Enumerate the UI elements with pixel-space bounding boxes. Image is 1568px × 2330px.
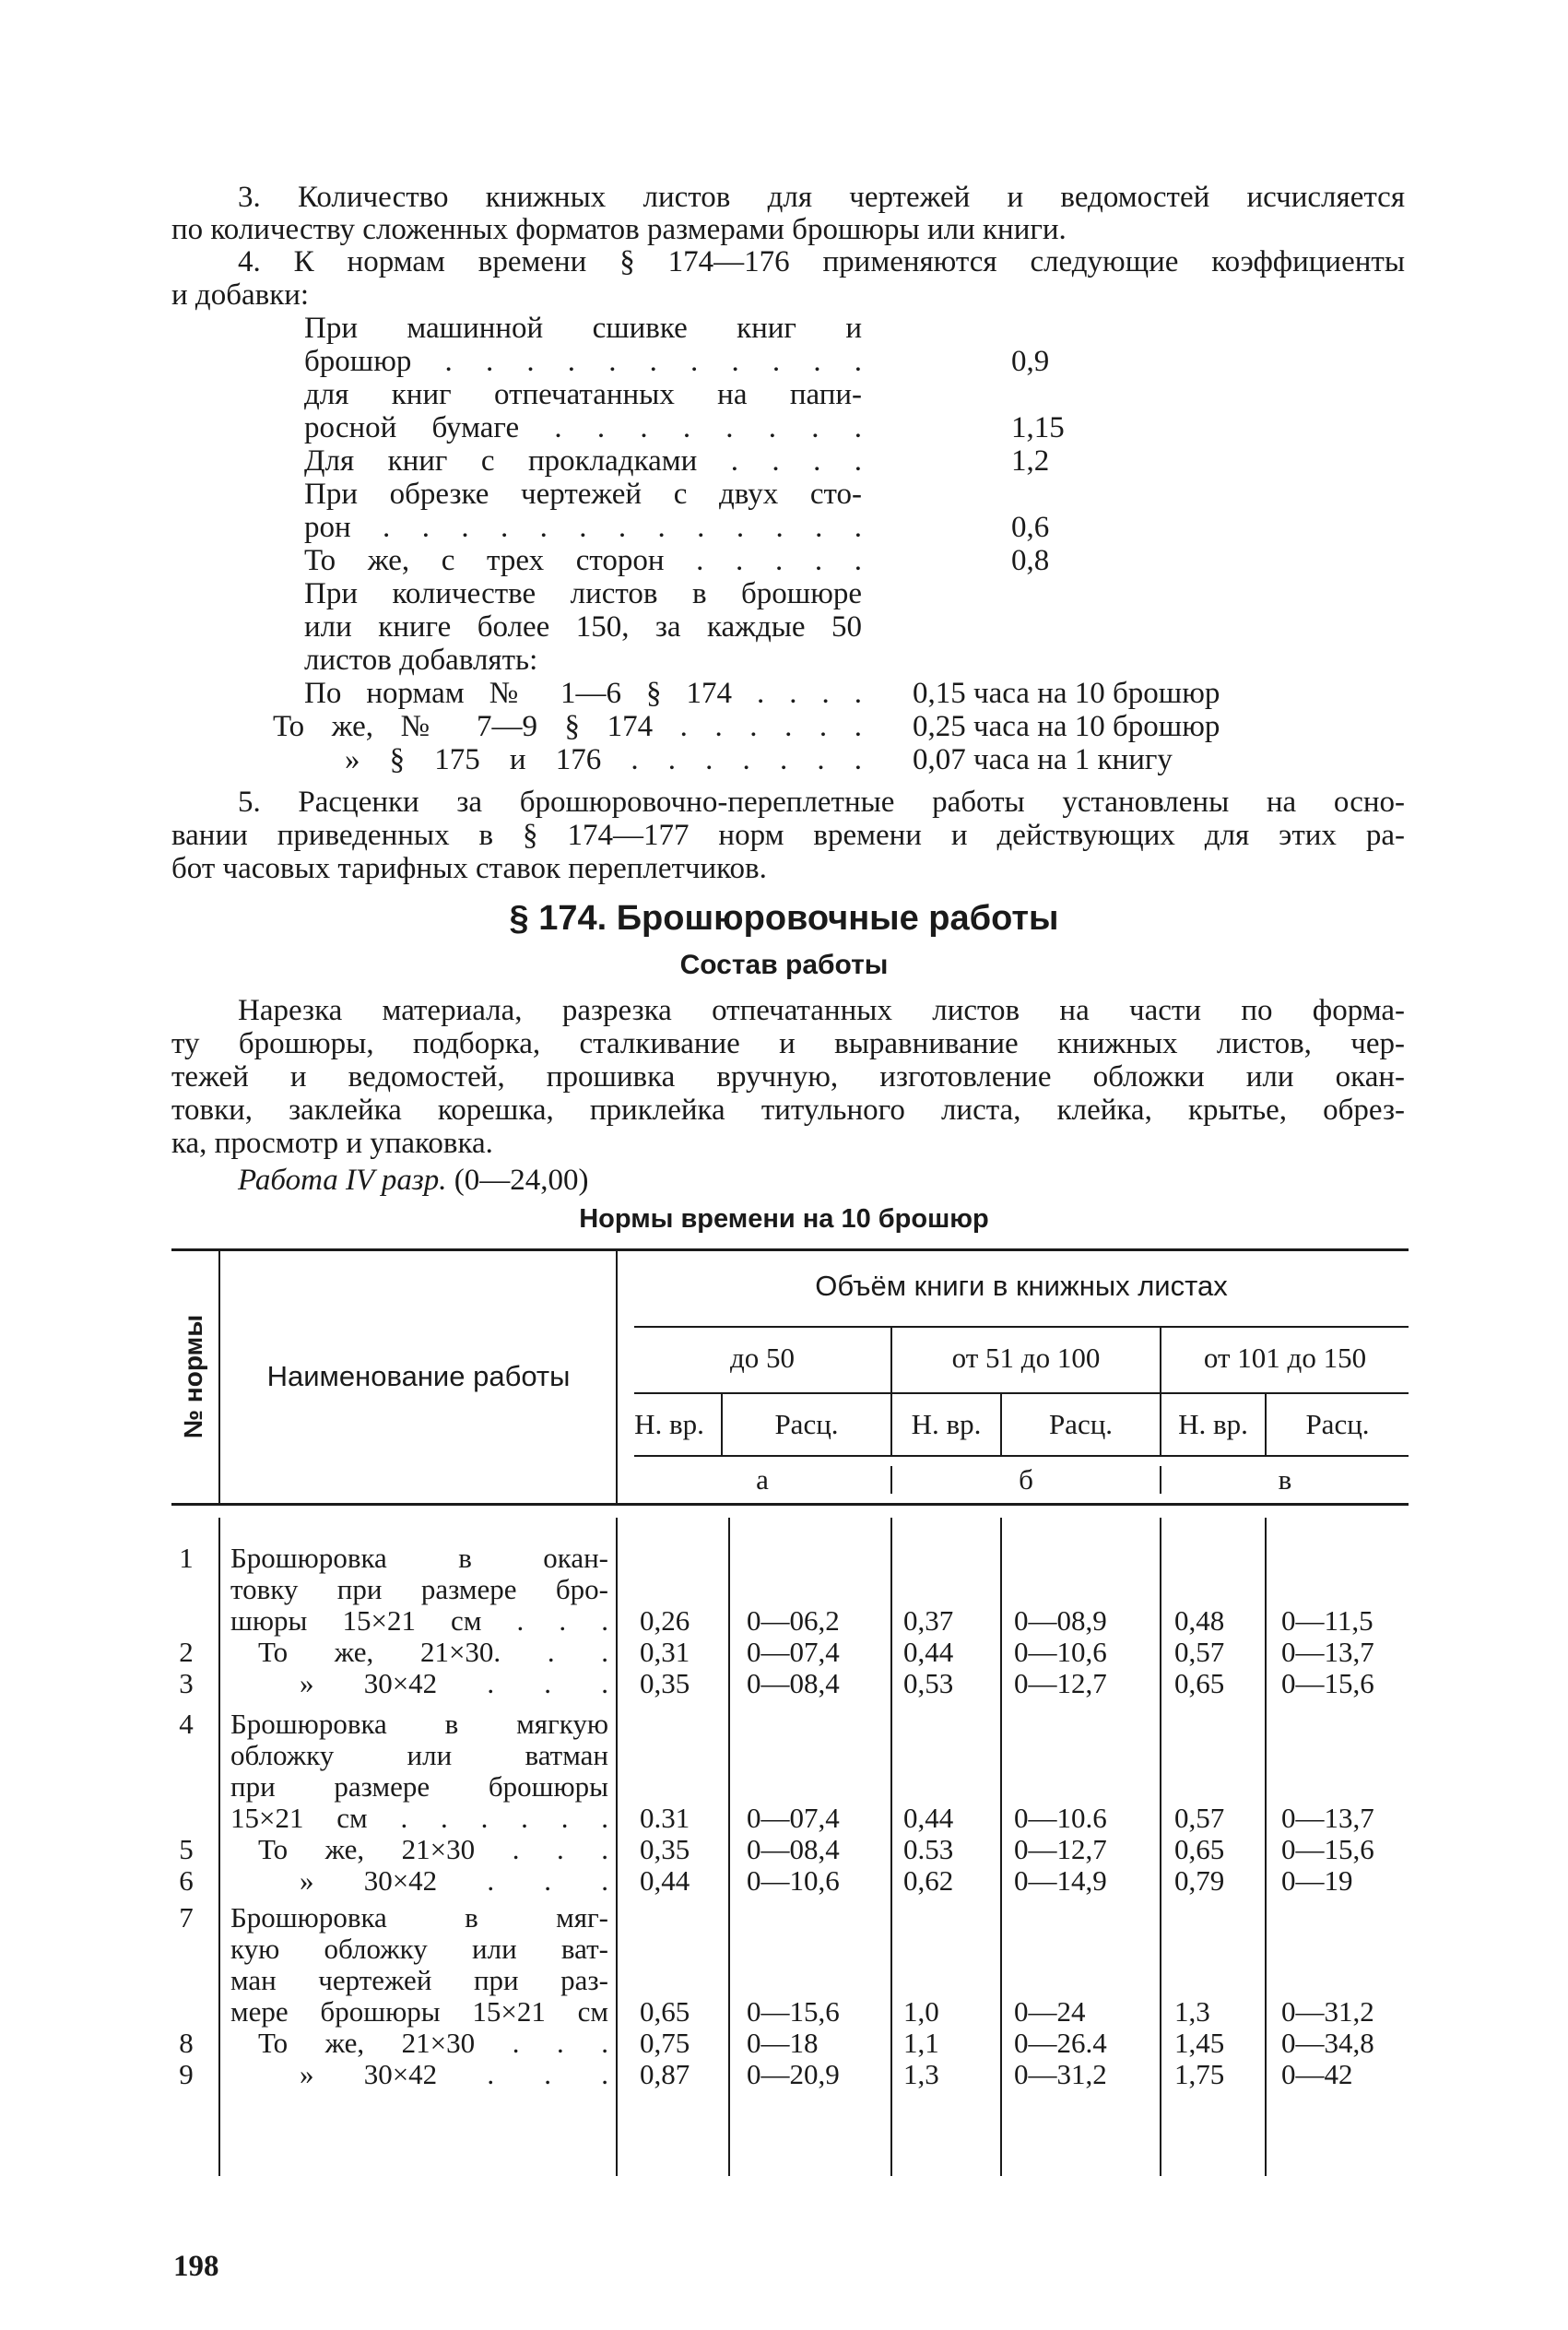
extra-1-label: По нормам № 1—6 § 174 . . . . — [304, 677, 862, 710]
extra-1-value: 0,15 часа на 10 брошюр — [913, 677, 1220, 710]
rasc-c: 0—13,7 — [1281, 1802, 1374, 1834]
body-line-5: ка, просмотр и упаковка. — [171, 1127, 493, 1160]
row-number: 6 — [179, 1864, 194, 1897]
rasc-b: 0—12,7 — [1014, 1667, 1107, 1699]
coef-2-value: 1,15 — [1011, 411, 1065, 444]
coef-1-value: 0,9 — [1011, 345, 1050, 378]
nv-a: 0.31 — [640, 1802, 690, 1834]
rasc-c: 0—11,5 — [1281, 1604, 1373, 1637]
nv-a: 0,31 — [640, 1636, 690, 1668]
note-3-line-1: 3. Количество книжных листов для чертежей и ведомостей исчисляется — [238, 181, 1405, 214]
nv-b: 0.53 — [903, 1833, 954, 1865]
header-range-1: до 50 — [729, 1342, 796, 1374]
body-line-3: тежей и ведомостей, прошивка вручную, изготовление обложки или окан- — [171, 1060, 1405, 1094]
rasc-c: 0—15,6 — [1281, 1833, 1374, 1865]
nv-a: 0,35 — [640, 1833, 690, 1865]
row-number: 2 — [179, 1636, 194, 1668]
coef-5-value: 0,8 — [1011, 544, 1050, 577]
note-3-line-2: по количеству сложенных форматов размерами брошюры или книги. — [171, 213, 1067, 246]
body-line-4: товки, заклейка корешка, приклейка титульного листа, клейка, крытье, обрез- — [171, 1094, 1405, 1127]
extra-3-value: 0,07 часа на 1 книгу — [913, 743, 1173, 776]
coef-2-line-1: для книг отпечатанных на папи- — [304, 378, 862, 411]
header-letter-b: б — [1019, 1463, 1033, 1496]
rasc-c: 0—31,2 — [1281, 1995, 1374, 2028]
header-nv-3: Н. вр. — [1178, 1408, 1248, 1440]
row-number: 9 — [179, 2058, 194, 2090]
rasc-a: 0—18 — [747, 2027, 819, 2059]
body-line-1: Нарезка материала, разрезка отпечатанных листов на части по форма- — [238, 994, 1405, 1027]
nv-b: 1,0 — [903, 1995, 939, 2028]
row-name: То же, 21×30 . . . — [258, 2027, 608, 2059]
nv-b: 0,62 — [903, 1864, 954, 1897]
header-letter-v: в — [1278, 1463, 1292, 1496]
work-rank-prefix: Работа IV разр. — [238, 1164, 447, 1197]
header-rasc-3: Расц. — [1305, 1408, 1370, 1440]
row-number: 4 — [179, 1708, 194, 1740]
row-name: Брошюровка в мяг- кую обложку или ват- ман чертежей при раз- мере брошюры 15×21 см — [230, 1901, 608, 2028]
rasc-a: 0—08,4 — [747, 1833, 840, 1865]
row-name: То же, 21×30 . . . — [258, 1833, 608, 1865]
nv-a: 0,75 — [640, 2027, 690, 2059]
nv-b: 0,37 — [903, 1604, 954, 1637]
header-volume-group: Объём книги в книжных листах — [815, 1270, 1228, 1302]
header-nv-1: Н. вр. — [634, 1408, 704, 1440]
row-number: 8 — [179, 2027, 194, 2059]
nv-b: 1,3 — [903, 2058, 939, 2090]
extras-intro-line-2: или книге более 150, за каждые 50 — [304, 610, 862, 644]
rasc-c: 0—13,7 — [1281, 1636, 1374, 1668]
nv-b: 0,44 — [903, 1636, 954, 1668]
coef-5-line-1: То же, с трех сторон . . . . . — [304, 544, 862, 577]
nv-c: 1,3 — [1174, 1995, 1210, 2028]
extra-3-label: » § 175 и 176 . . . . . . . — [345, 743, 862, 776]
rasc-b: 0—14,9 — [1014, 1864, 1107, 1897]
nv-a: 0,87 — [640, 2058, 690, 2090]
rasc-c: 0—42 — [1281, 2058, 1353, 2090]
rasc-b: 0—08,9 — [1014, 1604, 1107, 1637]
nv-c: 0,57 — [1174, 1802, 1225, 1834]
nv-c: 0,65 — [1174, 1833, 1225, 1865]
nv-c: 0,79 — [1174, 1864, 1225, 1897]
row-name: » 30×42 . . . — [300, 1667, 608, 1699]
rasc-b: 0—24 — [1014, 1995, 1086, 2028]
rasc-a: 0—06,2 — [747, 1604, 840, 1637]
row-name: » 30×42 . . . — [300, 1864, 608, 1897]
nv-b: 0,44 — [903, 1802, 954, 1834]
row-name: Брошюровка в окан- товку при размере бро- шюры 15×21 см . . . — [230, 1542, 608, 1637]
nv-c: 0,48 — [1174, 1604, 1225, 1637]
row-number: 1 — [179, 1542, 194, 1574]
nv-a: 0,65 — [640, 1995, 690, 2028]
rasc-b: 0—31,2 — [1014, 2058, 1107, 2090]
note-4-line-1: 4. К нормам времени § 174—176 применяются следующие коэффициенты — [238, 245, 1405, 278]
note-5-line-2: вании приведенных в § 174—177 норм времени и действующих для этих ра- — [171, 819, 1405, 852]
row-number: 3 — [179, 1667, 194, 1699]
coef-2-line-2: росной бумаге . . . . . . . . — [304, 411, 862, 444]
row-number: 5 — [179, 1833, 194, 1865]
section-title: § 174. Брошюровочные работы — [509, 899, 1059, 938]
rasc-b: 0—26.4 — [1014, 2027, 1107, 2059]
work-rank-code: (0—24,00) — [454, 1164, 589, 1197]
coef-1-line-2: брошюр . . . . . . . . . . . — [304, 345, 862, 378]
rasc-b: 0—10,6 — [1014, 1636, 1107, 1668]
rasc-a: 0—10,6 — [747, 1864, 840, 1897]
rasc-a: 0—08,4 — [747, 1667, 840, 1699]
header-rasc-1: Расц. — [774, 1408, 839, 1440]
nv-b: 0,53 — [903, 1667, 954, 1699]
header-rasc-2: Расц. — [1048, 1408, 1114, 1440]
rasc-a: 0—20,9 — [747, 2058, 840, 2090]
row-name: » 30×42 . . . — [300, 2058, 608, 2090]
rasc-c: 0—34,8 — [1281, 2027, 1374, 2059]
rasc-b: 0—10.6 — [1014, 1802, 1107, 1834]
row-name: Брошюровка в мягкую обложку или ватман при размере брошюры 15×21 см . . . . . . — [230, 1708, 608, 1834]
nv-c: 1,45 — [1174, 2027, 1225, 2059]
section-subtitle: Состав работы — [679, 950, 889, 980]
work-rank — [238, 1164, 588, 1197]
row-number: 7 — [179, 1901, 194, 1934]
coef-4-value: 0,6 — [1011, 511, 1050, 544]
header-work-name: Наименование работы — [266, 1360, 571, 1392]
nv-a: 0,26 — [640, 1604, 690, 1637]
header-norm-number: № нормы — [179, 1314, 207, 1439]
nv-a: 0,44 — [640, 1864, 690, 1897]
header-letter-a: а — [756, 1463, 769, 1496]
rasc-a: 0—15,6 — [747, 1995, 840, 2028]
extras-intro-line-1: При количестве листов в брошюре — [304, 577, 862, 610]
nv-c: 0,57 — [1174, 1636, 1225, 1668]
nv-c: 0,65 — [1174, 1667, 1225, 1699]
row-name: То же, 21×30. . . — [258, 1636, 608, 1668]
coef-4-line-2: рон . . . . . . . . . . . . . — [304, 511, 862, 544]
body-line-2: ту брошюры, подборка, сталкивание и выравнивание книжных листов, чер- — [171, 1027, 1405, 1060]
note-5-line-1: 5. Расценки за брошюровочно-переплетные работы установлены на осно- — [238, 786, 1405, 819]
extra-2-value: 0,25 часа на 10 брошюр — [913, 710, 1220, 743]
note-4-line-2: и добавки: — [171, 278, 310, 312]
coef-1-line-1: При машинной сшивке книг и — [304, 312, 862, 345]
rasc-c: 0—15,6 — [1281, 1667, 1374, 1699]
extras-intro-line-3: листов добавлять: — [304, 644, 538, 677]
extra-2-label: То же, № 7—9 § 174 . . . . . . — [273, 710, 862, 743]
header-nv-2: Н. вр. — [911, 1408, 982, 1440]
coef-3-value: 1,2 — [1011, 444, 1050, 478]
table-caption: Нормы времени на 10 брошюр — [579, 1204, 989, 1234]
rasc-b: 0—12,7 — [1014, 1833, 1107, 1865]
note-5-line-3: бот часовых тарифных ставок переплетчиков. — [171, 852, 767, 885]
rasc-a: 0—07,4 — [747, 1636, 840, 1668]
header-range-3: от 101 до 150 — [1203, 1342, 1367, 1374]
nv-a: 0,35 — [640, 1667, 690, 1699]
coef-3-line-1: Для книг с прокладками . . . . — [304, 444, 862, 478]
nv-c: 1,75 — [1174, 2058, 1225, 2090]
header-range-2: от 51 до 100 — [951, 1342, 1101, 1374]
page-number: 198 — [173, 2250, 219, 2283]
rasc-c: 0—19 — [1281, 1864, 1353, 1897]
nv-b: 1,1 — [903, 2027, 939, 2059]
rasc-a: 0—07,4 — [747, 1802, 840, 1834]
coef-4-line-1: При обрезке чертежей с двух сто- — [304, 478, 862, 511]
